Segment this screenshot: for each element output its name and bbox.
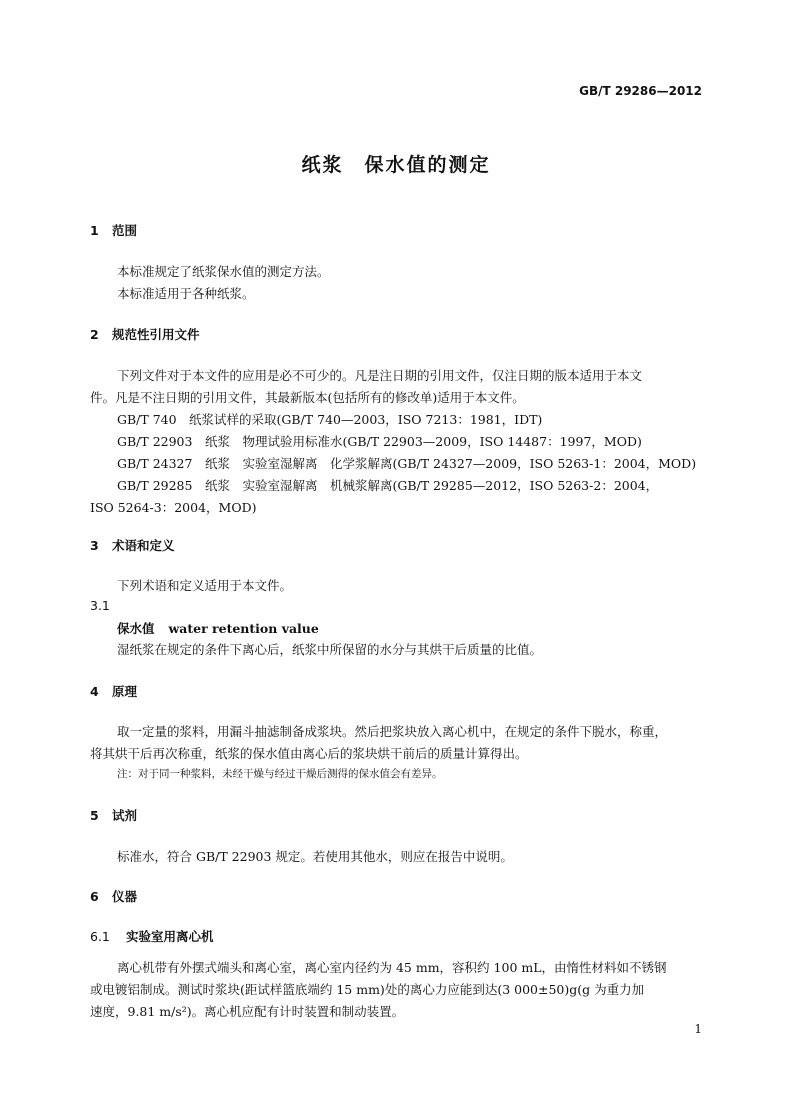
body-line: 取一定量的浆料，用漏斗抽滤制备成浆块。然后把浆块放入离心机中，在规定的条件下脱水，称重， — [117, 724, 668, 739]
term-chinese: 保水值 — [117, 621, 155, 636]
section-number: 5 — [90, 808, 99, 823]
section-3-heading — [90, 536, 175, 554]
section-number: 2 — [90, 327, 99, 342]
page-number: 1 — [694, 1022, 702, 1036]
section-4-heading — [90, 682, 137, 700]
section-5-heading — [90, 806, 137, 824]
section-title: 原理 — [112, 684, 138, 699]
section-title: 范围 — [112, 223, 138, 238]
subsection-number: 6.1 — [90, 929, 110, 944]
term-entry — [117, 619, 319, 637]
section-title: 仪器 — [112, 889, 138, 904]
section-number: 4 — [90, 684, 99, 699]
section-number: 1 — [90, 223, 99, 238]
reference-item: GB/T 22903 纸浆 物理试验用标准水(GB/T 22903—2009，ISO 14487：1997，MOD) — [117, 434, 642, 449]
term-definition: 湿纸浆在规定的条件下离心后，纸浆中所保留的水分与其烘干后质量的比值。 — [117, 642, 543, 657]
body-line: 件。凡是不注日期的引用文件，其最新版本(包括所有的修改单)适用于本文件。 — [90, 390, 525, 405]
section-title: 规范性引用文件 — [112, 327, 200, 342]
section-title: 试剂 — [112, 808, 138, 823]
subsection-6-1-heading — [90, 927, 214, 945]
body-line: 本标准规定了纸浆保水值的测定方法。 — [117, 264, 330, 279]
body-line: 速度，9.81 m/s²)。离心机应配有计时装置和制动装置。 — [90, 1004, 405, 1019]
reference-item: GB/T 24327 纸浆 实验室湿解离 化学浆解离(GB/T 24327—2009，ISO 5263-1：2004，MOD) — [117, 456, 697, 471]
section-number: 6 — [90, 889, 99, 904]
body-line: 标准水，符合 GB/T 22903 规定。若使用其他水，则应在报告中说明。 — [117, 849, 513, 864]
section-6-heading — [90, 887, 137, 905]
body-line: 本标准适用于各种纸浆。 — [117, 286, 255, 301]
reference-item: GB/T 29285 纸浆 实验室湿解离 机械浆解离(GB/T 29285—2012，ISO 5263-2：2004， — [117, 478, 659, 493]
section-title: 术语和定义 — [112, 538, 175, 553]
section-number: 3 — [90, 538, 99, 553]
note: 注：对于同一种浆料，未经干燥与经过干燥后测得的保水值会有差异。 — [117, 768, 443, 780]
subsection-number: 3.1 — [90, 598, 110, 613]
section-1-heading — [90, 221, 137, 239]
subsection-title: 实验室用离心机 — [126, 929, 214, 944]
body-line: 将其烘干后再次称重，纸浆的保水值由离心后的浆块烘干前后的质量计算得出。 — [90, 746, 528, 761]
body-line: 下列文件对于本文件的应用是必不可少的。凡是注日期的引用文件，仅注日期的版本适用于本文 — [117, 368, 643, 383]
section-2-heading — [90, 325, 200, 343]
body-line: 或电镀铝制成。测试时浆块(距试样篮底端约 15 mm)处的离心力应能到达(3 000±50)g(g 为重力加 — [90, 982, 645, 997]
reference-item: GB/T 740 纸浆试样的采取(GB/T 740—2003，ISO 7213：1981，IDT) — [117, 412, 543, 427]
reference-item-continuation: ISO 5264-3：2004，MOD) — [90, 500, 257, 515]
body-line: 下列术语和定义适用于本文件。 — [117, 578, 293, 593]
term-english: water retention value — [168, 621, 319, 636]
page-title: 纸浆 保水值的测定 — [301, 154, 491, 176]
body-line: 离心机带有外摆式端头和离心室，离心室内径约为 45 mm，容积约 100 mL，由惰性材料如不锈钢 — [117, 960, 667, 975]
standard-code: GB/T 29286—2012 — [579, 84, 702, 98]
